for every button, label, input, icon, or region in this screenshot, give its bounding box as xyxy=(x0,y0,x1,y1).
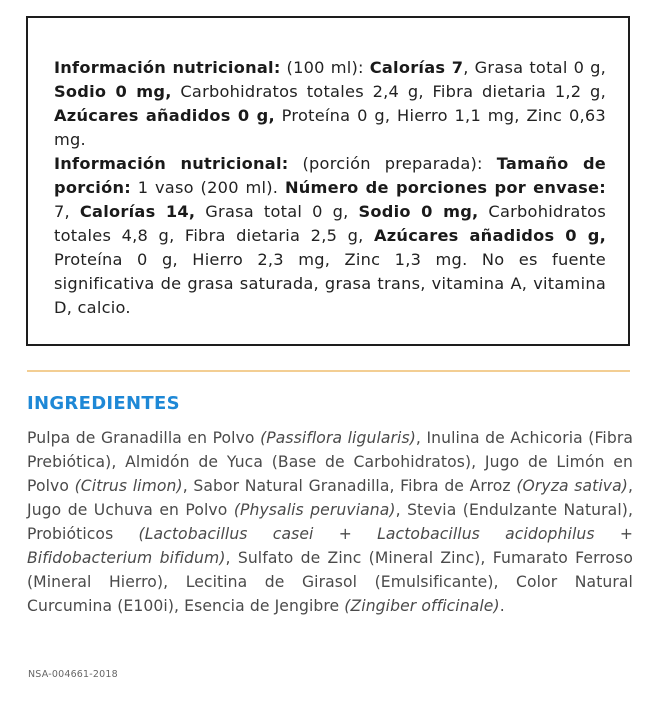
scientific-name: (Citrus limon) xyxy=(74,477,183,495)
added-sugars-label: Azúcares añadidos 0 g, xyxy=(373,226,606,245)
ingredients-list xyxy=(27,426,633,618)
sodium-label: Sodio 0 mg, xyxy=(54,82,172,101)
scientific-name: (Physalis peruviana) xyxy=(233,501,396,519)
ingredient-text: , Inulina de Achicoria (Fibra Prebiótica), Almidón de Yuca (Base de Carbohidratos), Jugo de Limón en Polvo xyxy=(27,429,634,495)
nutrition-text: Grasa total 0 g, xyxy=(195,202,359,221)
nutrition-text: Carbohidratos totales 4,8 g, Fibra dietaria 2,5 g, xyxy=(54,202,607,245)
ingredient-text: . xyxy=(499,597,505,615)
ingredient-text: , Sulfato de Zinc (Mineral Zinc), Fumarato Ferroso (Mineral Hierro), Lecitina de Girasol (Emulsificante), Color Natural Curcumina (E100i), Esencia de Jengibre xyxy=(27,549,633,615)
nutrition-text: 1 vaso (200 ml). xyxy=(130,178,285,197)
nutrition-text: (100 ml): xyxy=(280,58,370,77)
calories-label: Calorías 7 xyxy=(369,58,464,77)
nutrition-text: Proteína 0 g, Hierro 2,3 mg, Zinc 1,3 mg. No es fuente significativa de grasa saturada, grasa trans, vitamina A, vitamina D, calcio. xyxy=(54,250,606,317)
servings-per-container-label: Número de porciones por envase: xyxy=(284,178,606,197)
ingredient-text: Pulpa de Granadilla en Polvo xyxy=(27,429,261,447)
sodium-label: Sodio 0 mg, xyxy=(358,202,479,221)
nutrition-label: Información nutricional: xyxy=(54,154,289,173)
nutrition-text: (porción preparada): xyxy=(288,154,497,173)
scientific-name: (Passiflora ligularis) xyxy=(260,429,416,447)
nutrition-text: Proteína 0 g, Hierro 1,1 mg, Zinc 0,63 mg. xyxy=(54,106,606,149)
added-sugars-label: Azúcares añadidos 0 g, xyxy=(54,106,275,125)
ingredient-text: , Jugo de Uchuva en Polvo xyxy=(27,477,634,519)
nutrition-per-serving xyxy=(54,152,606,320)
section-divider xyxy=(27,370,630,372)
nutrition-text: , Grasa total 0 g, xyxy=(463,58,607,77)
scientific-name: (Oryza sativa) xyxy=(516,477,628,495)
nutrition-text: Carbohidratos totales 2,4 g, Fibra dietaria 1,2 g, xyxy=(171,82,606,101)
scientific-name: (Lactobacillus casei + Lactobacillus acidophilus + Bifidobacterium bifidum) xyxy=(27,525,633,567)
serving-size-label: Tamaño de porción: xyxy=(54,154,607,197)
calories-label: Calorías 14, xyxy=(79,202,196,221)
scientific-name: (Zingiber officinale) xyxy=(344,597,500,615)
nutrition-facts-box xyxy=(26,16,630,346)
ingredient-text: , Stevia (Endulzante Natural), Probióticos xyxy=(27,501,634,543)
nutrition-per-100ml xyxy=(54,56,606,152)
ingredients-title: INGREDIENTES xyxy=(27,393,180,414)
nutrition-label: Información nutricional: xyxy=(54,58,281,77)
ingredient-text: , Sabor Natural Granadilla, Fibra de Arroz xyxy=(182,477,517,495)
registration-number: NSA-004661-2018 xyxy=(28,669,118,680)
nutrition-text: 7, xyxy=(54,202,80,221)
